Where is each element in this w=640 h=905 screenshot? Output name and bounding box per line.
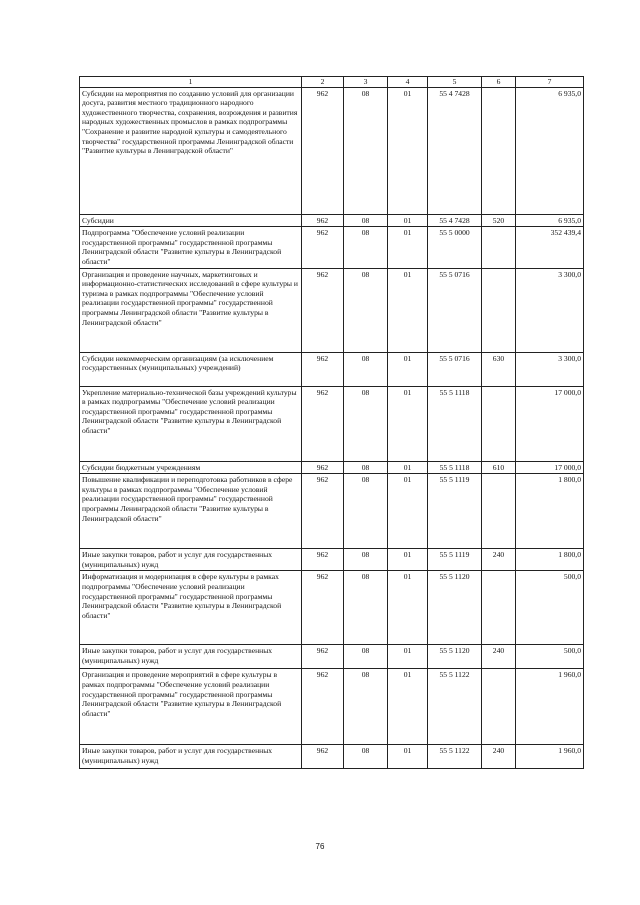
ministry-code-cell: 962 [302,669,344,745]
column-header: 1 [80,77,302,88]
column-header: 2 [302,77,344,88]
subsection-code-cell: 01 [388,549,428,571]
amount-cell: 1 800,0 [516,549,584,571]
table-row [80,227,584,268]
table-row [80,571,584,645]
column-header: 7 [516,77,584,88]
target-article-cell: 55 4 7428 [428,214,482,227]
table-row [80,645,584,669]
target-article-cell: 55 5 0000 [428,227,482,268]
expense-type-cell [482,227,516,268]
amount-cell: 1 960,0 [516,669,584,745]
expense-type-cell: 610 [482,461,516,474]
table-row [80,474,584,549]
subsection-code-cell: 01 [388,214,428,227]
expense-type-cell [482,386,516,461]
table-header-row [80,77,584,88]
subsection-code-cell: 01 [388,386,428,461]
target-article-cell: 55 5 0716 [428,352,482,386]
row-name-cell: Субсидии некоммерческим организациям (за исключением государственных (муниципальных) учреждений) [80,352,302,386]
expense-type-cell: 520 [482,214,516,227]
subsection-code-cell: 01 [388,227,428,268]
ministry-code-cell: 962 [302,549,344,571]
ministry-code-cell: 962 [302,645,344,669]
table-row [80,87,584,214]
amount-cell: 500,0 [516,571,584,645]
column-header: 4 [388,77,428,88]
ministry-code-cell: 962 [302,461,344,474]
section-code-cell: 08 [344,352,388,386]
section-code-cell: 08 [344,87,388,214]
target-article-cell: 55 5 0716 [428,268,482,352]
subsection-code-cell: 01 [388,745,428,769]
target-article-cell: 55 5 1118 [428,461,482,474]
amount-cell: 352 439,4 [516,227,584,268]
section-code-cell: 08 [344,669,388,745]
expense-type-cell [482,571,516,645]
target-article-cell: 55 4 7428 [428,87,482,214]
expense-type-cell: 240 [482,645,516,669]
ministry-code-cell: 962 [302,214,344,227]
target-article-cell: 55 5 1119 [428,474,482,549]
row-name-cell: Организация и проведение научных, маркетинговых и информационно-статистических исследований в сфере культуры и туризма в рамках подпрограммы "Обеспечение условий реализации государственной программы" государственной программы Ленинградской области "Развитие культуры в Ленинградской области" [80,268,302,352]
expense-type-cell [482,669,516,745]
row-name-cell: Повышение квалификации и переподготовка работников в сфере культуры в рамках подпрограммы "Обеспечение условий реализации государственной программы" государственной программы Ленинградской области "Развитие культуры в Ленинградской области" [80,474,302,549]
ministry-code-cell: 962 [302,474,344,549]
table-row [80,352,584,386]
subsection-code-cell: 01 [388,669,428,745]
target-article-cell: 55 5 1118 [428,386,482,461]
section-code-cell: 08 [344,745,388,769]
table-row [80,745,584,769]
table-row [80,214,584,227]
ministry-code-cell: 962 [302,352,344,386]
budget-table [79,76,584,769]
target-article-cell: 55 5 1120 [428,571,482,645]
table-row [80,386,584,461]
expense-type-cell [482,268,516,352]
subsection-code-cell: 01 [388,352,428,386]
amount-cell: 6 935,0 [516,214,584,227]
section-code-cell: 08 [344,268,388,352]
column-header: 6 [482,77,516,88]
amount-cell: 500,0 [516,645,584,669]
section-code-cell: 08 [344,549,388,571]
section-code-cell: 08 [344,461,388,474]
section-code-cell: 08 [344,214,388,227]
ministry-code-cell: 962 [302,268,344,352]
expense-type-cell: 630 [482,352,516,386]
ministry-code-cell: 962 [302,571,344,645]
subsection-code-cell: 01 [388,268,428,352]
table-row [80,461,584,474]
target-article-cell: 55 5 1120 [428,645,482,669]
expense-type-cell: 240 [482,745,516,769]
target-article-cell: 55 5 1122 [428,669,482,745]
amount-cell: 1 800,0 [516,474,584,549]
amount-cell: 3 300,0 [516,268,584,352]
amount-cell: 17 000,0 [516,461,584,474]
row-name-cell: Иные закупки товаров, работ и услуг для государственных (муниципальных) нужд [80,645,302,669]
expense-type-cell [482,474,516,549]
subsection-code-cell: 01 [388,474,428,549]
expense-type-cell: 240 [482,549,516,571]
amount-cell: 1 960,0 [516,745,584,769]
ministry-code-cell: 962 [302,227,344,268]
ministry-code-cell: 962 [302,386,344,461]
row-name-cell: Информатизация и модернизация в сфере культуры в рамках подпрограммы "Обеспечение условий реализации государственной программы" государственной программы Ленинградской области "Развитие культуры в Ленинградской области" [80,571,302,645]
subsection-code-cell: 01 [388,87,428,214]
row-name-cell: Подпрограмма "Обеспечение условий реализации государственной программы" государственной программы Ленинградской области "Развитие культуры в Ленинградской области" [80,227,302,268]
column-header: 5 [428,77,482,88]
section-code-cell: 08 [344,474,388,549]
table-row [80,268,584,352]
target-article-cell: 55 5 1119 [428,549,482,571]
ministry-code-cell: 962 [302,745,344,769]
subsection-code-cell: 01 [388,645,428,669]
section-code-cell: 08 [344,645,388,669]
amount-cell: 17 000,0 [516,386,584,461]
target-article-cell: 55 5 1122 [428,745,482,769]
amount-cell: 6 935,0 [516,87,584,214]
section-code-cell: 08 [344,227,388,268]
row-name-cell: Субсидии бюджетным учреждениям [80,461,302,474]
ministry-code-cell: 962 [302,87,344,214]
row-name-cell: Организация и проведение мероприятий в сфере культуры в рамках подпрограммы "Обеспечение условий реализации государственной программы" государственной программы Ленинградской области "Развитие культуры в Ленинградской области" [80,669,302,745]
row-name-cell: Иные закупки товаров, работ и услуг для государственных (муниципальных) нужд [80,745,302,769]
page-number: 76 [315,842,325,851]
column-header: 3 [344,77,388,88]
subsection-code-cell: 01 [388,571,428,645]
subsection-code-cell: 01 [388,461,428,474]
row-name-cell: Укрепление материально-технической базы учреждений культуры в рамках подпрограммы "Обеспечение условий реализации государственной программы" государственной программы Ленинградской области "Развитие культуры в Ленинградской области" [80,386,302,461]
amount-cell: 3 300,0 [516,352,584,386]
section-code-cell: 08 [344,571,388,645]
table-row [80,669,584,745]
row-name-cell: Субсидии на мероприятия по созданию условий для организации досуга, развития местного традиционного народного художественного творчества, сохранения, возрождения и развития народных художественных промыслов в рамках подпрограммы "Сохранение и развитие народной культуры и самодеятельного творчества" государственной программы Ленинградской области "Развитие культуры в Ленинградской области" [80,87,302,214]
row-name-cell: Иные закупки товаров, работ и услуг для государственных (муниципальных) нужд [80,549,302,571]
row-name-cell: Субсидии [80,214,302,227]
table-row [80,549,584,571]
section-code-cell: 08 [344,386,388,461]
expense-type-cell [482,87,516,214]
